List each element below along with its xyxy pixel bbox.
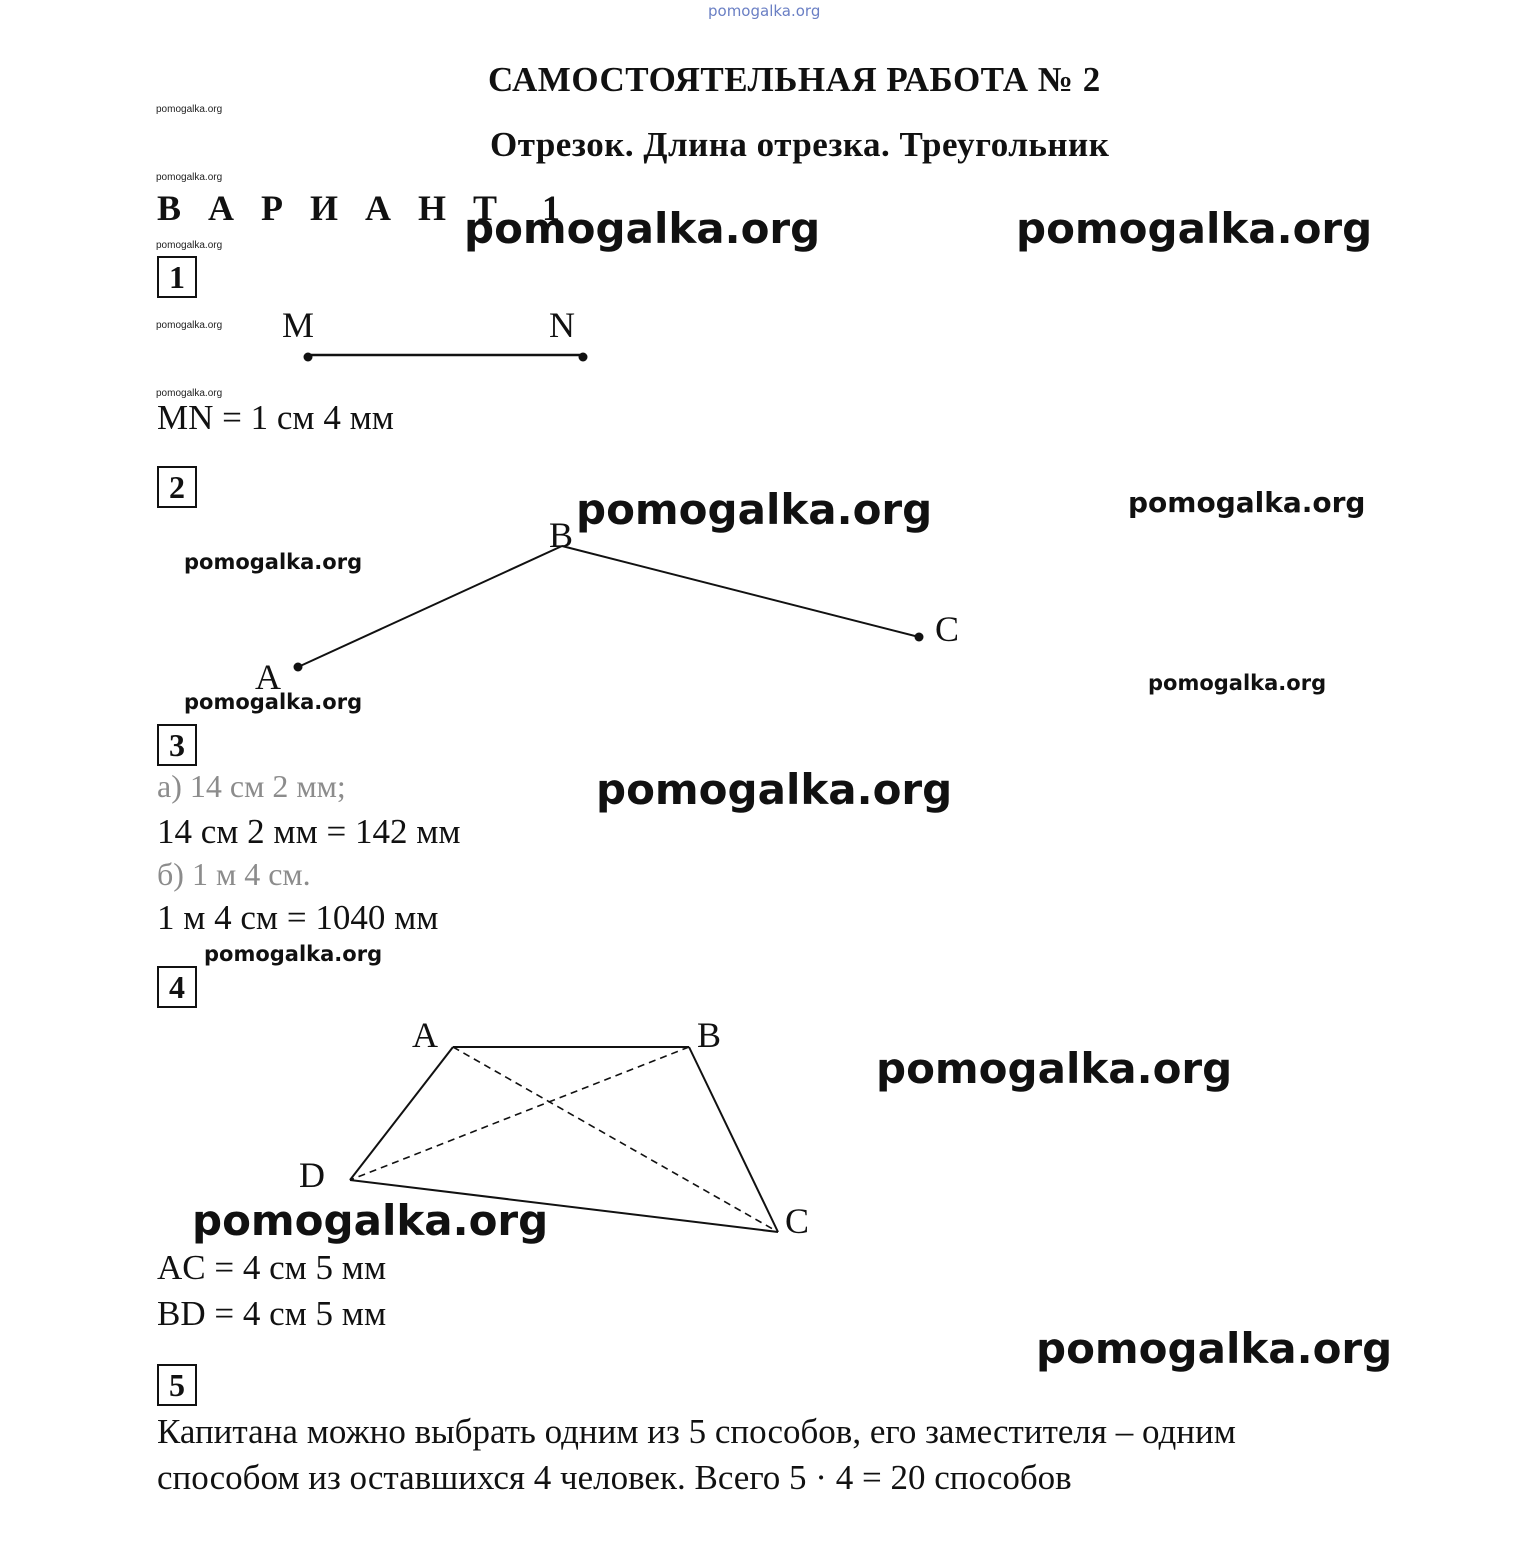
side-bc bbox=[689, 1047, 778, 1232]
page-subtitle: Отрезок. Длина отрезка. Треугольник bbox=[490, 125, 1110, 164]
task1-answer: MN = 1 см 4 мм bbox=[157, 398, 394, 437]
point-label-c: C bbox=[935, 609, 960, 649]
task-number-5: 5 bbox=[157, 1364, 197, 1406]
task5-line2: способом из оставшихся 4 человек. Всего 5 · 4 = 20 способов bbox=[157, 1458, 1072, 1497]
watermark-tiny: pomogalka.org bbox=[156, 240, 223, 251]
point-label-n: N bbox=[549, 305, 575, 345]
page-title: САМОСТОЯТЕЛЬНАЯ РАБОТА № 2 bbox=[488, 60, 1101, 99]
task-number-2: 2 bbox=[157, 466, 197, 508]
point-label-m: M bbox=[282, 305, 315, 345]
watermark-small: pomogalka.org bbox=[184, 690, 363, 714]
point-label-a: A bbox=[255, 657, 281, 697]
watermark-large: pomogalka.org bbox=[1036, 1324, 1393, 1373]
point-m-dot bbox=[304, 353, 313, 362]
watermark-top: pomogalka.org bbox=[708, 2, 821, 20]
task3-part-b: б) 1 м 4 см. bbox=[157, 856, 311, 892]
point-label-a: A bbox=[412, 1015, 438, 1055]
task-number-1: 1 bbox=[157, 256, 197, 298]
watermark-tiny: pomogalka.org bbox=[156, 320, 223, 331]
watermark-medium: pomogalka.org bbox=[1128, 486, 1366, 519]
task5-line1: Капитана можно выбрать одним из 5 способов, его заместителя – одним bbox=[157, 1412, 1236, 1451]
watermark-large: pomogalka.org bbox=[192, 1196, 549, 1245]
watermark-large: pomogalka.org bbox=[1016, 204, 1373, 253]
watermark-large: pomogalka.org bbox=[576, 485, 933, 534]
point-c-dot bbox=[915, 633, 924, 642]
watermark-small: pomogalka.org bbox=[204, 942, 383, 966]
point-label-b: B bbox=[697, 1015, 722, 1055]
watermark-small: pomogalka.org bbox=[184, 550, 363, 574]
watermark-large: pomogalka.org bbox=[464, 204, 821, 253]
watermark-tiny: pomogalka.org bbox=[156, 172, 223, 183]
task3-answer-a: 14 см 2 мм = 142 мм bbox=[157, 812, 461, 851]
point-a-dot bbox=[294, 663, 303, 672]
segment-ab bbox=[298, 546, 562, 667]
point-label-c: C bbox=[785, 1201, 810, 1241]
side-da bbox=[350, 1047, 453, 1180]
point-label-b: B bbox=[549, 515, 574, 555]
side-cd bbox=[350, 1180, 778, 1232]
segment-bc bbox=[562, 546, 919, 637]
watermark-tiny: pomogalka.org bbox=[156, 388, 223, 399]
task4-answer-ac: AC = 4 см 5 мм bbox=[157, 1248, 387, 1287]
watermark-large: pomogalka.org bbox=[596, 765, 953, 814]
point-n-dot bbox=[579, 353, 588, 362]
diagonal-ac bbox=[453, 1047, 778, 1232]
watermark-tiny: pomogalka.org bbox=[156, 104, 223, 115]
variant-heading: В А Р И А Н Т 1 bbox=[157, 188, 570, 228]
watermark-small: pomogalka.org bbox=[1148, 671, 1327, 695]
task-number-4: 4 bbox=[157, 966, 197, 1008]
task-number-3: 3 bbox=[157, 724, 197, 766]
task3-part-a: а) 14 см 2 мм; bbox=[157, 768, 346, 804]
task3-answer-b: 1 м 4 см = 1040 мм bbox=[157, 898, 439, 937]
point-label-d: D bbox=[299, 1155, 325, 1195]
task4-answer-bd: BD = 4 см 5 мм bbox=[157, 1294, 387, 1333]
watermark-large: pomogalka.org bbox=[876, 1044, 1233, 1093]
